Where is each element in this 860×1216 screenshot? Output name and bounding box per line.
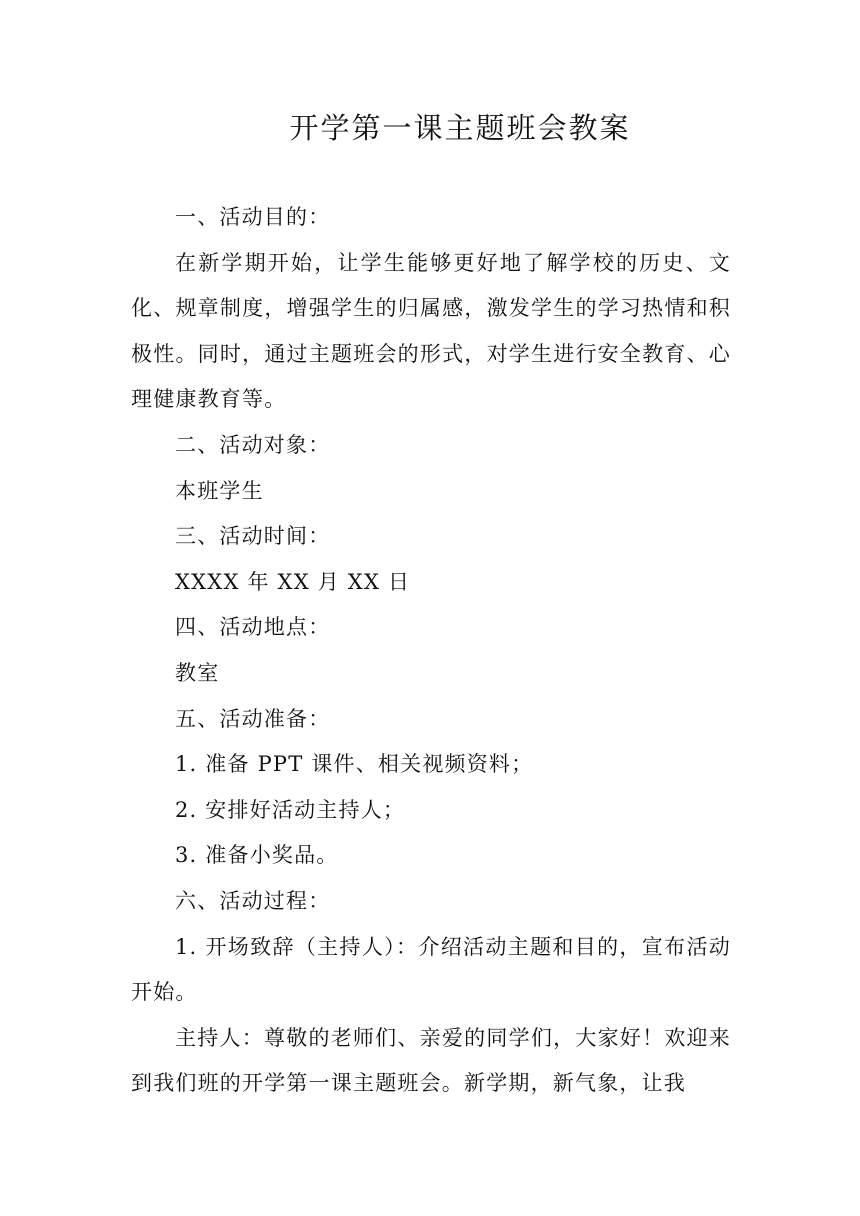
list-item-preparation-1: 1. 准备 PPT 课件、相关视频资料； bbox=[175, 752, 534, 777]
document-title: 开学第一课主题班会教案 bbox=[289, 111, 631, 145]
section-heading-target: 二、活动对象： bbox=[175, 432, 331, 457]
list-item-preparation-3: 3. 准备小奖品。 bbox=[175, 843, 339, 868]
paragraph-purpose: 在新学期开始，让学生能够更好地了解学校的历史、文化、规章制度，增强学生的归属感，激发学生的学习热情和积极性。同时，通过主题班会的形式，对学生进行安全教育、心理健康教育等。 bbox=[131, 250, 731, 412]
paragraph-target: 本班学生 bbox=[175, 478, 264, 503]
paragraph-process-1: 1. 开场致辞（主持人）：介绍活动主题和目的，宣布活动开始。 bbox=[131, 934, 731, 1005]
paragraph-host-speech: 主持人：尊敬的老师们、亲爱的同学们，大家好！欢迎来到我们班的开学第一课主题班会。新学期，新气象，让我 bbox=[131, 1025, 731, 1096]
section-heading-time: 三、活动时间： bbox=[175, 524, 331, 549]
section-heading-process: 六、活动过程： bbox=[175, 888, 331, 913]
document-body bbox=[131, 195, 731, 1107]
list-item-preparation-2: 2. 安排好活动主持人； bbox=[175, 797, 406, 822]
paragraph-time: XXXX 年 XX 月 XX 日 bbox=[175, 569, 411, 594]
section-heading-location: 四、活动地点： bbox=[175, 615, 331, 640]
paragraph-location: 教室 bbox=[175, 660, 220, 685]
section-heading-preparation: 五、活动准备： bbox=[175, 706, 331, 731]
section-heading-purpose: 一、活动目的： bbox=[175, 205, 331, 229]
